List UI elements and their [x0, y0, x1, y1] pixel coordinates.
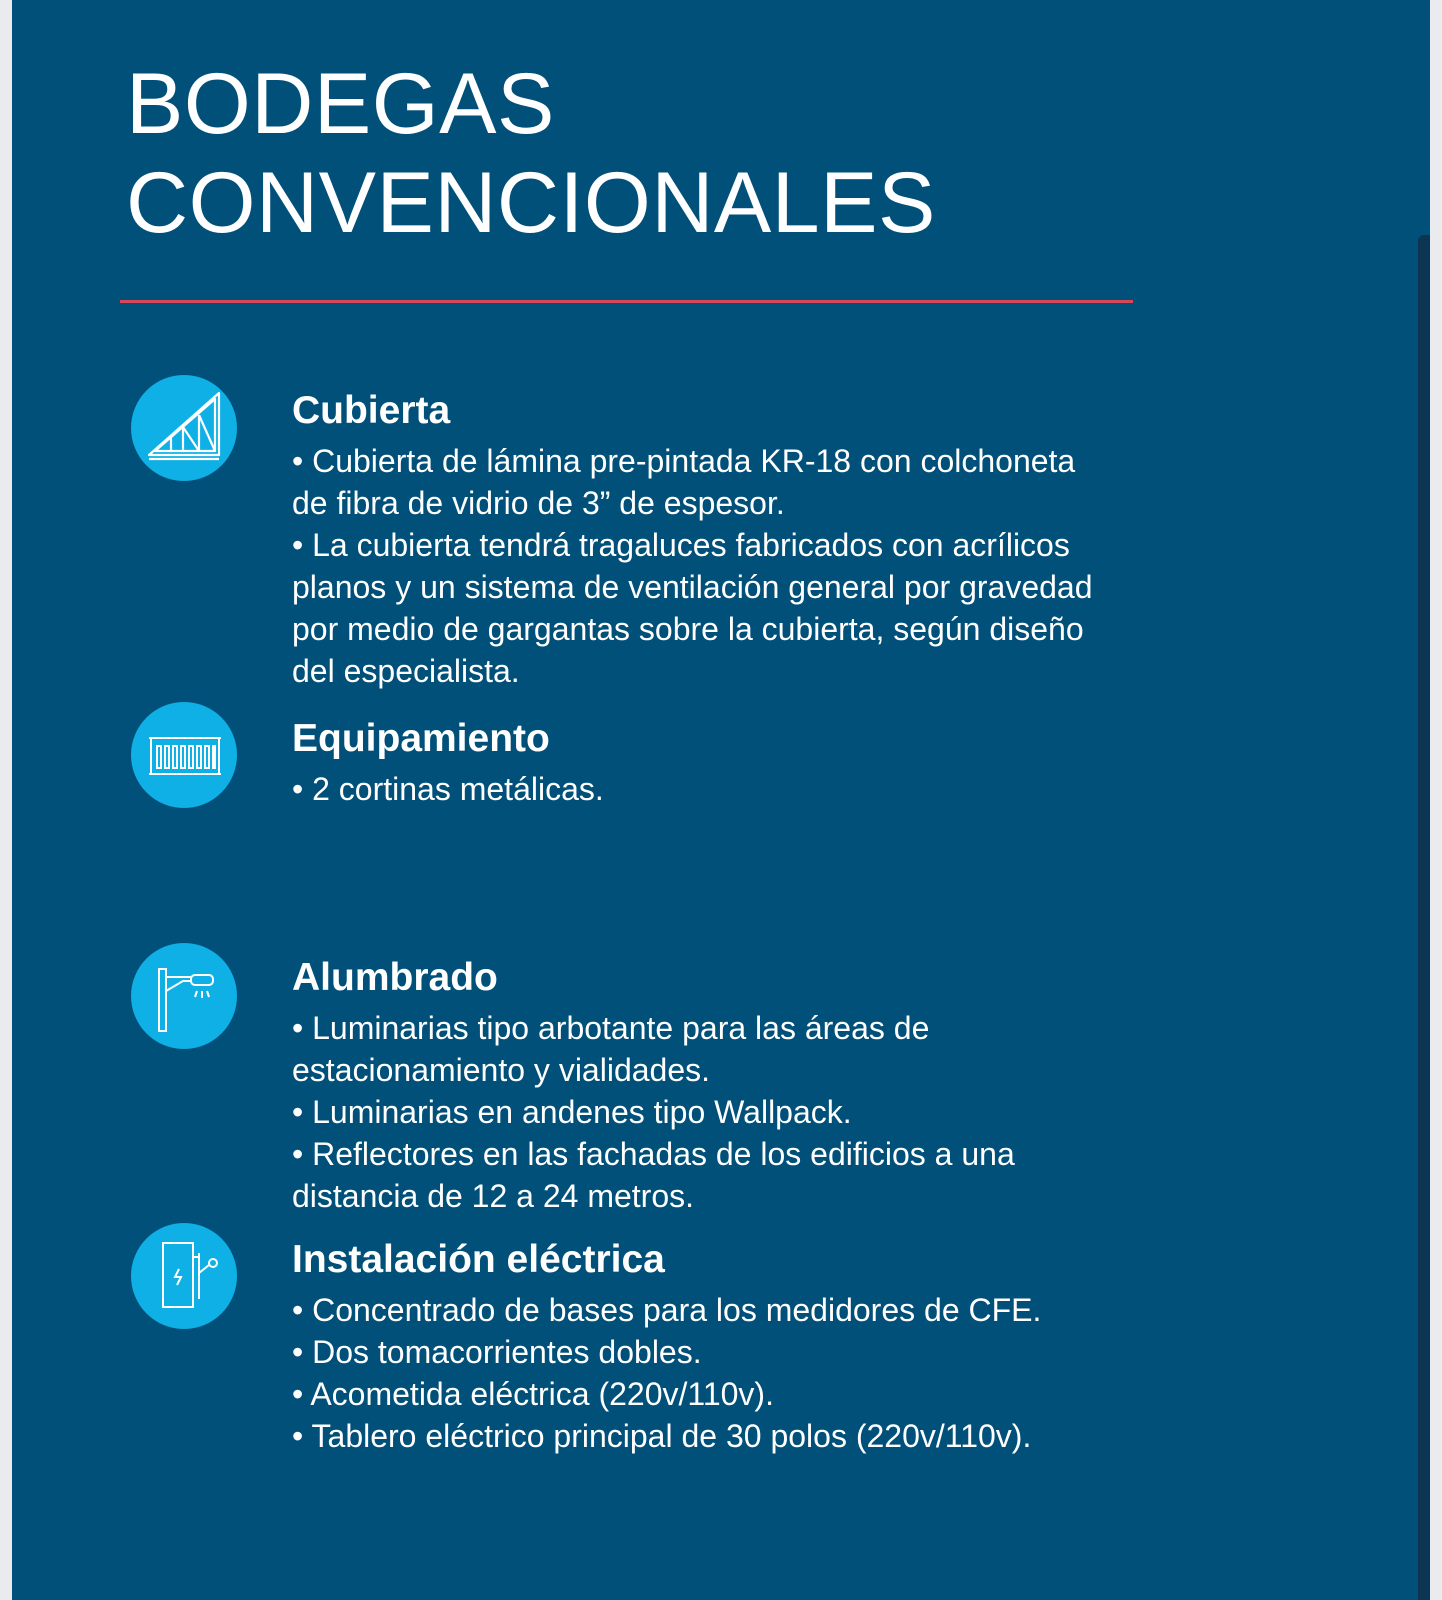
section-item: • Luminarias tipo arbotante para las áreas de estacionamiento y vialidades.: [292, 1010, 930, 1088]
section-heading: Instalación eléctrica: [292, 1238, 665, 1281]
section-alumbrado: [292, 955, 1112, 1217]
section-equipamiento: [292, 716, 1112, 810]
section-item: • La cubierta tendrá tragaluces fabricados con acrílicos planos y un sistema de ventilación general por gravedad por medio de gargantas sobre la cubierta, según diseño del especialista.: [292, 527, 1093, 689]
roof-truss-icon: [131, 375, 237, 481]
document-page: [12, 0, 1430, 1600]
section-item: • Dos tomacorrientes dobles.: [292, 1334, 702, 1370]
section-item: • Acometida eléctrica (220v/110v).: [292, 1376, 774, 1412]
section-heading: Equipamiento: [292, 717, 550, 760]
title-line-1: BODEGAS: [126, 56, 555, 152]
section-item: • Reflectores en las fachadas de los edificios a una distancia de 12 a 24 metros.: [292, 1136, 1015, 1214]
section-item: • 2 cortinas metálicas.: [292, 771, 604, 807]
section-heading: Cubierta: [292, 389, 451, 432]
section-heading: Alumbrado: [292, 956, 498, 999]
section-item: • Cubierta de lámina pre-pintada KR-18 con colchoneta de fibra de vidrio de 3” de espesor.: [292, 443, 1076, 521]
section-item: • Concentrado de bases para los medidores de CFE.: [292, 1292, 1042, 1328]
rolling-shutter-icon: [131, 702, 237, 808]
section-item: • Tablero eléctrico principal de 30 polos (220v/110v).: [292, 1418, 1032, 1454]
title-divider: [120, 300, 1133, 303]
scrollbar[interactable]: [1418, 235, 1430, 1600]
electrical-panel-icon: [131, 1223, 237, 1329]
page-title: [126, 55, 936, 253]
street-light-icon: [131, 943, 237, 1049]
section-instalacion-electrica: [292, 1237, 1112, 1457]
title-line-2: CONVENCIONALES: [126, 155, 936, 251]
section-item: • Luminarias en andenes tipo Wallpack.: [292, 1094, 852, 1130]
section-cubierta: [292, 388, 1112, 692]
